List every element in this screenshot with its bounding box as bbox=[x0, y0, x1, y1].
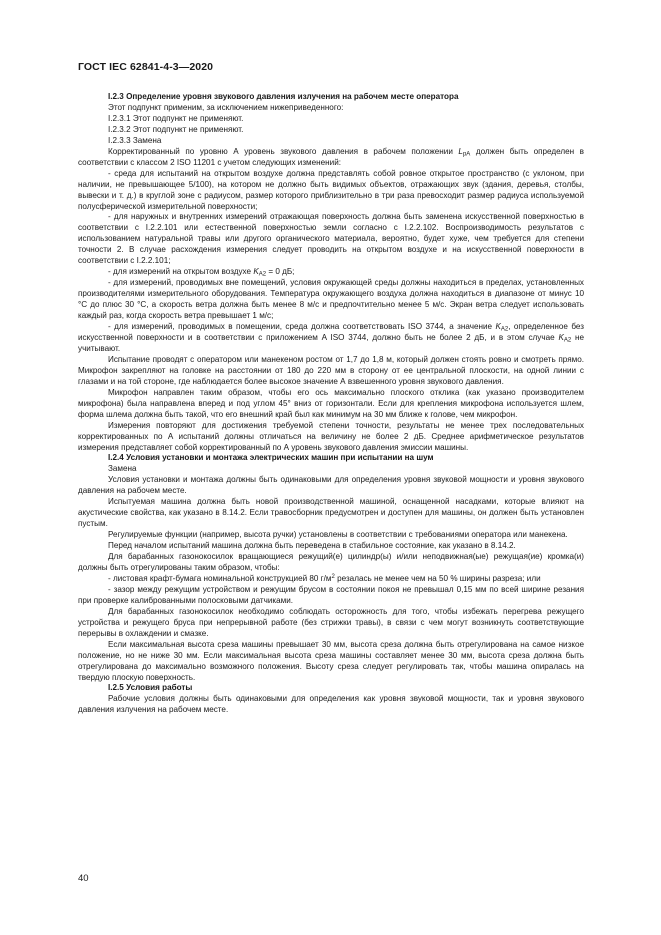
text-run: I.2.3.1 Этот подпункт не применяют. bbox=[108, 113, 244, 123]
text-run: , определенное без искусственной поверхности и в соответствии с приложением A ISO 3744, должно быть не более 2 дБ, и в этом случае bbox=[78, 322, 584, 342]
text-run: - для измерений на открытом воздухе bbox=[108, 267, 254, 277]
italic-symbol: K bbox=[253, 267, 259, 277]
body-paragraph bbox=[78, 421, 584, 454]
body-paragraph bbox=[78, 464, 584, 475]
text-run: - для измерений, проводимых в помещении, среда должна соответствовать ISO 3744, а значение bbox=[108, 322, 496, 332]
body-paragraph bbox=[78, 147, 584, 169]
text-run: Рабочие условия должны быть одинаковыми для определения как уровня звуковой мощности, так и уровня звукового давления излучения на рабочем месте. bbox=[78, 694, 584, 715]
text-run: резалась не менее чем на 50 % ширины разреза; или bbox=[334, 573, 541, 583]
body-paragraph bbox=[78, 530, 584, 541]
text-run: I.2.3.2 Этот подпункт не применяют. bbox=[108, 124, 244, 134]
text-run: Условия установки и монтажа должны быть одинаковыми для определения уровня звуковой мощности и уровня звукового давления на рабочем месте. bbox=[78, 475, 584, 496]
body-paragraph bbox=[78, 585, 584, 607]
text-run: Этот подпункт применим, за исключением нижеприведенного: bbox=[108, 102, 344, 112]
text-run: Измерения повторяют для достижения требуемой степени точности, результаты не менее трех последовательных корректированных по А испытаний должны отличаться на величину не более 2 дБ. Среднее арифметическое результатов измерения представляет собой корректированный по А уровень звукового давления эмиссии машины. bbox=[78, 420, 584, 452]
body-paragraph bbox=[78, 640, 584, 684]
text-run: I.2.4 Условия установки и монтажа электрических машин при испытании на шум bbox=[108, 453, 434, 463]
text-run: I.2.5 Условия работы bbox=[108, 683, 193, 693]
body-paragraph bbox=[78, 267, 584, 278]
text-run: Испытание проводят с оператором или манекеном ростом от 1,7 до 1,8 м, который должен стоять ровно и смотреть прямо. Микрофон закрепляют на головке на расстоянии от 180 до 220 мм в сторону от ее центральной плоскости, на одной линии с глазами и на той стороне, где наблюдается более высокое значение А взвешенного уровня звукового давления. bbox=[78, 354, 584, 386]
text-run: Корректированный по уровню А уровень звукового давления в рабочем положении bbox=[108, 146, 459, 156]
text-run: - среда для испытаний на открытом воздухе должна представлять собой ровное открытое пространство (с уклоном, при наличии, не превышающее 5/100), на котором не должно быть видимых объектов, отражающих звук (здания, деревья, столбы, вывески и т. д.) в круглой зоне с радиусом, размер которого приблизительно в три раза превосходит размер радиуса используемой полусферической измерительной поверхности; bbox=[78, 168, 584, 211]
body-paragraph bbox=[78, 497, 584, 530]
text-run: Микрофон направлен таким образом, чтобы его ось максимально плоского отклика (как указано производителем микрофона) была направлена вперед и под углом 45° вниз от горизонтали. Если для крепления микрофона используется шлем, форма шлема должна быть такой, что его внешний край был как минимум на 30 мм ближе к голове, чем микрофон. bbox=[78, 387, 584, 419]
page-number: 40 bbox=[78, 873, 89, 884]
text-run: Испытуемая машина должна быть новой производственной машиной, оснащенной насадками, которые влияют на акустические свойства, как указано в 8.14.2. Если травосборник предусмотрен и доступен для машины, он должен быть установлен пустым. bbox=[78, 497, 584, 529]
text-run: = 0 дБ; bbox=[266, 267, 295, 277]
body-paragraph bbox=[78, 136, 584, 147]
superscript-text: 2 bbox=[331, 573, 335, 580]
italic-symbol: L bbox=[458, 146, 463, 156]
page-body bbox=[78, 92, 584, 716]
body-paragraph bbox=[78, 278, 584, 322]
text-run: - для измерений, проводимых вне помещений, условия окружающей среды должны находиться в пределах, установленных производителями измерительного оборудования. Температура окружающего воздуха должна находиться в диапазоне от минус 10 °С до плюс 30 °С, а скорость ветра должна быть менее 8 м/с и предпочтительно менее 5 м/с. Экран ветра следует использовать каждый раз, когда скорость ветра превышает 1 м/с; bbox=[78, 278, 584, 321]
text-run: должен быть определен в соответствии с классом 2 ISO 11201 с учетом следующих изменений: bbox=[78, 146, 584, 167]
body-paragraph bbox=[78, 114, 584, 125]
body-paragraph bbox=[78, 169, 584, 213]
text-run: Регулируемые функции (например, высота ручки) установлены в соответствии с требованиями оператора или манекена. bbox=[108, 530, 568, 540]
body-paragraph bbox=[78, 541, 584, 552]
page-header-doc-id: ГОСТ IEC 62841-4-3—2020 bbox=[78, 61, 214, 73]
text-run: Если максимальная высота среза машины превышает 30 мм, высота среза должна быть отрегулирована на самое низкое положение, но не ниже 30 мм. Если максимальная высота среза машины составляет менее 30 мм, высота среза должна быть отрегулирована до максимально возможного положения. Высоту среза следует регулировать так, чтобы машина опиралась на твердую плоскую поверхность. bbox=[78, 639, 584, 682]
section-heading bbox=[78, 453, 584, 464]
body-paragraph bbox=[78, 475, 584, 497]
section-heading bbox=[78, 683, 584, 694]
body-paragraph bbox=[78, 574, 584, 585]
text-run: Замена bbox=[108, 464, 137, 474]
body-paragraph bbox=[78, 388, 584, 421]
text-run: Для барабанных газонокосилок необходимо соблюдать осторожность для того, чтобы избежать перегрева режущего устройства и режущего бруса при непрерывной работе (без стрижки травы), в связи с чем могут возникнуть соответствующие перерывы в охлаждении и смазке. bbox=[78, 606, 584, 638]
text-run: Перед началом испытаний машина должна быть переведена в стабильное состояние, как указано в 8.14.2. bbox=[108, 541, 516, 551]
subscript-text: A2 bbox=[258, 271, 267, 278]
section-heading bbox=[78, 92, 584, 103]
body-paragraph bbox=[78, 212, 584, 267]
text-run: - листовая крафт-бумага номинальной конструкцией 80 г/м bbox=[108, 573, 332, 583]
body-paragraph bbox=[78, 607, 584, 640]
subscript-text: A2 bbox=[563, 337, 572, 344]
body-paragraph bbox=[78, 552, 584, 574]
body-paragraph bbox=[78, 694, 584, 716]
subscript-text: A2 bbox=[500, 326, 509, 333]
text-run: I.2.3 Определение уровня звукового давления излучения на рабочем месте оператора bbox=[108, 92, 459, 101]
body-paragraph bbox=[78, 103, 584, 114]
text-run: - для наружных и внутренних измерений отражающая поверхность должна быть заменена искусственной поверхностью в соответствии с I.2.2.101 или естественной поверхностью земли согласно с I.2.2.102. Воспроизводимость результатов с использованием натуральной травы или другого органического материала, вероятно, будет хуже, чем требуется для степени точности 2. В случае расхождения измерения следует проводить на открытом воздухе и на искусственной поверхности в соответствии с I.2.2.101; bbox=[78, 212, 584, 266]
text-run: - зазор между режущим устройством и режущим брусом в состоянии покоя не превышал 0,15 мм по всей ширине резания при проверке калиброванными полосковыми датчиками. bbox=[78, 584, 584, 605]
text-run: не учитывают. bbox=[78, 332, 585, 353]
text-run: I.2.3.3 Замена bbox=[108, 135, 162, 145]
body-paragraph bbox=[78, 355, 584, 388]
subscript-text: pA bbox=[462, 151, 471, 158]
text-run: Для барабанных газонокосилок вращающиеся режущий(е) цилиндр(ы) и/или неподвижная(ые) режущая(ие) кромка(и) должны быть отрегулированы таким образом, чтобы: bbox=[78, 552, 584, 572]
italic-symbol: K bbox=[495, 322, 501, 332]
body-paragraph bbox=[78, 125, 584, 136]
body-paragraph bbox=[78, 322, 584, 355]
italic-symbol: K bbox=[558, 332, 564, 342]
